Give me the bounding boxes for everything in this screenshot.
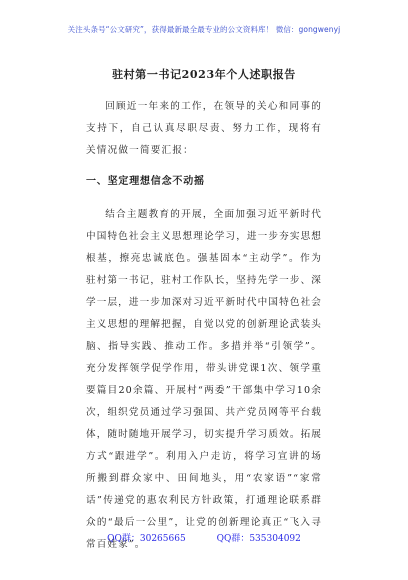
section-1-paragraph: 结合主题教育的开展，全面加强习近平新时代中国特色社会主义思想理论学习，进一步夯实思想根基，擦亮忠诚底色。强基固本“主动学”。作为驻村第一书记，驻村工作队长，坚持先学一步、深学一层，进一步加深对习近平新时代中国特色社会主义思想的理解把握，自觉以党的创新理论武装头脑、指导实践、推动工作。多措并举“引领学”。充分发挥领学促学作用，带头讲党课1次、领学重要篇目20余篇、开展村“两委”干部集中学习10余次，组织党员通过学习强国、共产党员网等平台载体，随时随地开展学习，切实提升学习质效。拓展方式“跟进学”。利用入户走访，将学习宣讲的场所搬到群众家中、田间地头，用“农家语”“家常话”传递党的惠农利民方针政策，打通理论联系群众的“最后一公里”，让党的创新理论真正“飞入寻常百姓家”。 <box>86 209 322 550</box>
footer-contacts <box>0 531 408 544</box>
footer-qq-group-2: QQ群：535304092 <box>216 534 301 544</box>
promo-banner: 关注头条号“公文研究”，获得最新最全最专业的公文资料库！ 微信：gongwenyj <box>67 25 341 34</box>
document-title: 驻村第一书记2023年个人述职报告 <box>112 68 296 81</box>
section-heading-1: 一、坚定理想信念不动摇 <box>86 176 205 187</box>
footer-qq-group-1: QQ群：30265665 <box>107 534 186 544</box>
intro-paragraph: 回顾近一年来的工作，在领导的关心和同事的支持下，自己认真尽职尽责、努力工作，现将有关情况做一简要汇报： <box>86 101 322 156</box>
